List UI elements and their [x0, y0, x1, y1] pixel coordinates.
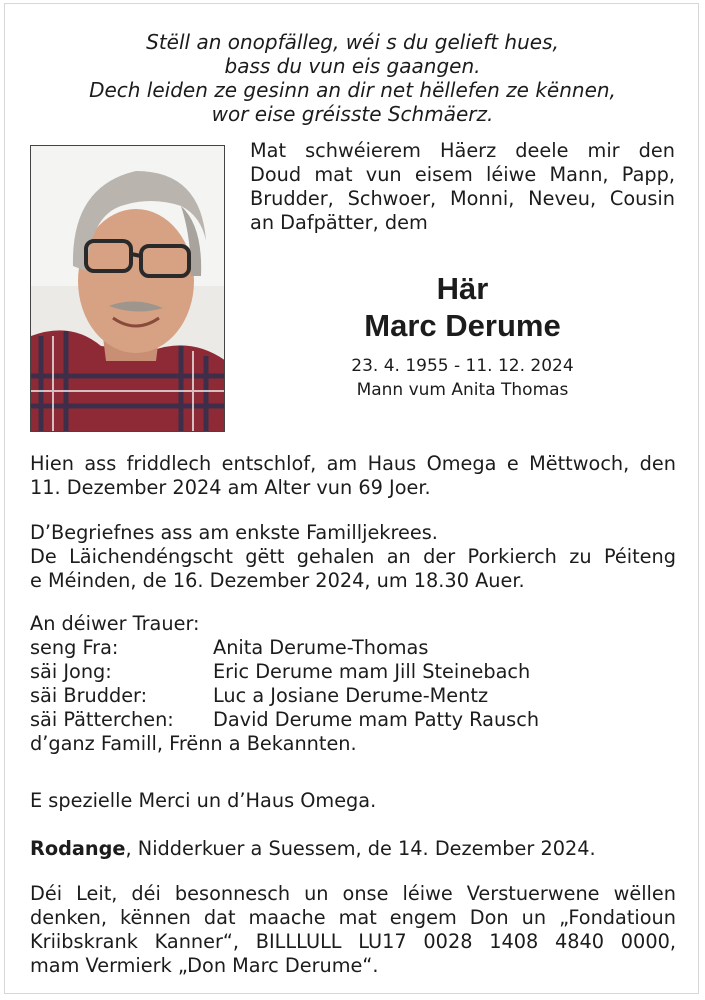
poem-line: bass du vun eis gaangen. — [224, 54, 481, 78]
announcement-intro — [250, 139, 675, 235]
funeral-line: D’Begriefnes ass am enkste Familljekrees. — [30, 521, 438, 544]
mourner-names: Eric Derume mam Jill Steinebach — [213, 660, 531, 683]
honorific: Här — [436, 271, 489, 306]
thanks-line: E spezielle Merci un d’Haus Omega. — [30, 789, 377, 812]
poem-line: wor eise gréisste Schmäerz. — [211, 102, 494, 126]
donation-line: denken, kënnen dat maache mat engem Don un „Fondatioun — [30, 906, 676, 929]
place-date-line — [30, 837, 676, 861]
donation-line: mam Vermierk „Don Marc Derume“. — [30, 954, 379, 977]
deceased-name-block — [250, 270, 675, 402]
mourner-row — [30, 708, 676, 732]
place-rest: , Nidderkuer a Suessem, de 14. Dezember 2024. — [125, 837, 596, 860]
mourner-relation: säi Pätterchen: — [30, 708, 174, 731]
mourner-relation: säi Brudder: — [30, 684, 148, 707]
poem-line: Stëll an onopfälleg, wéi s du gelieft hues, — [146, 30, 559, 54]
intro-line: Doud mat vun eisem léiwe Mann, Papp, — [250, 163, 675, 186]
portrait-illustration — [31, 146, 225, 432]
funeral-line: e Méinden, de 16. Dezember 2024, um 18.30 Auer. — [30, 569, 525, 592]
passing-paragraph — [30, 452, 676, 500]
poem-line: Dech leiden ze gesinn an dir net hëllefen ze kënnen, — [89, 78, 616, 102]
intro-line: an Dafpätter, dem — [250, 211, 428, 234]
funeral-paragraph — [30, 521, 676, 593]
passing-line: Hien ass friddlech entschlof, am Haus Omega e Mëttwoch, den — [30, 452, 676, 475]
mourners-closing: d’ganz Famill, Frënn a Bekannten. — [30, 732, 357, 755]
place-city: Rodange — [30, 837, 126, 860]
spouse-line: Mann vum Anita Thomas — [356, 380, 569, 400]
intro-line: Mat schwéierem Häerz deele mir den — [250, 139, 675, 162]
mourners-list — [30, 612, 676, 756]
mourner-row — [30, 636, 676, 660]
mourner-names: David Derume mam Patty Rausch — [213, 708, 540, 731]
mourner-row — [30, 660, 676, 684]
intro-line: Brudder, Schwoer, Monni, Neveu, Cousin — [250, 187, 675, 210]
mourner-row — [30, 684, 676, 708]
deceased-name: Marc Derume — [364, 308, 561, 343]
donation-line: Déi Leit, déi besonnesch un onse léiwe Verstuerwene wëllen — [30, 882, 676, 905]
portrait-photo — [30, 145, 225, 432]
mourners-heading: An déiwer Trauer: — [30, 612, 200, 635]
life-dates: 23. 4. 1955 - 11. 12. 2024 — [351, 356, 574, 376]
passing-line: 11. Dezember 2024 am Alter vun 69 Joer. — [30, 476, 431, 499]
donation-line: Kriibskrank Kanner“, BILLLULL LU17 0028 1408 4840 0000, — [30, 930, 676, 953]
mourner-names: Anita Derume-Thomas — [213, 636, 429, 659]
mourner-relation: seng Fra: — [30, 636, 119, 659]
mourner-relation: säi Jong: — [30, 660, 112, 683]
memorial-poem — [0, 30, 705, 126]
donation-paragraph — [30, 882, 676, 978]
funeral-line: De Läichendéngscht gëtt gehalen an der Porkierch zu Péiteng — [30, 545, 676, 568]
mourner-names: Luc a Josiane Derume-Mentz — [213, 684, 489, 707]
